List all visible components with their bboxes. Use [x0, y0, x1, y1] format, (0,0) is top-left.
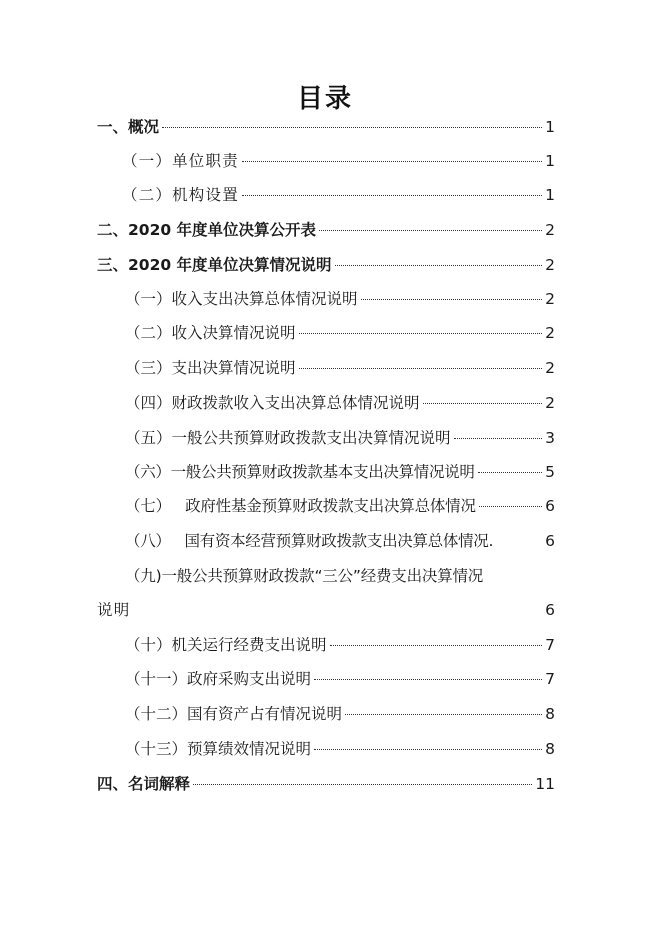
- toc-entry[interactable]: [125, 322, 555, 344]
- toc-title: 目录: [296, 84, 353, 114]
- toc-entry-page: 6: [545, 497, 555, 515]
- toc-entry-label: （九)一般公共预算财政拨款“三公”经费支出决算情况: [125, 567, 484, 585]
- toc-entry-page: 1: [545, 118, 555, 136]
- toc-entry-label: （十三）预算绩效情况说明: [125, 740, 312, 758]
- toc-entry-page: 11: [535, 775, 555, 793]
- toc-entry[interactable]: [97, 116, 555, 138]
- toc-dot-leader: [454, 438, 542, 439]
- toc-dot-leader: [479, 506, 542, 507]
- toc-dot-leader: [242, 161, 542, 162]
- toc-entry-label: （十一）政府采购支出说明: [125, 670, 312, 688]
- toc-entry-label: （一）收入支出决算总体情况说明: [125, 290, 358, 308]
- toc-dot-leader: [361, 299, 542, 300]
- toc-entry-page: 2: [545, 359, 555, 377]
- toc-entry-label: 三、2020 年度单位决算情况说明: [97, 256, 332, 274]
- toc-entry-wrapped-label[interactable]: [125, 565, 483, 587]
- toc-entry-page: 7: [545, 636, 555, 654]
- toc-entry-label: （十二）国有资产占有情况说明: [125, 705, 343, 723]
- toc-entry[interactable]: [97, 219, 555, 241]
- toc-dot-leader: [478, 472, 542, 473]
- toc-entry[interactable]: [125, 427, 555, 449]
- toc-entry-page: 2: [545, 324, 555, 342]
- toc-entry-label: （六）一般公共预算财政拨款基本支出决算情况说明: [125, 463, 475, 481]
- toc-entry-label: 二、2020 年度单位决算公开表: [97, 221, 317, 239]
- toc-entry[interactable]: [125, 668, 555, 690]
- toc-dot-leader: [319, 230, 542, 231]
- toc-dot-leader: [133, 610, 542, 611]
- toc-entry[interactable]: [125, 357, 555, 379]
- toc-entry-label: （二）收入决算情况说明: [125, 324, 296, 342]
- toc-entry-page: 3: [545, 429, 555, 447]
- toc-entry[interactable]: [125, 461, 555, 483]
- toc-entry-page: 2: [545, 290, 555, 308]
- toc-dot-leader: [162, 127, 542, 128]
- toc-entry[interactable]: [125, 392, 555, 414]
- toc-entry-page: 6: [545, 532, 555, 550]
- toc-dot-leader: [314, 749, 542, 750]
- toc-entry-page: 2: [545, 256, 555, 274]
- toc-entry[interactable]: [125, 703, 555, 725]
- toc-entry[interactable]: [125, 634, 555, 656]
- toc-entry-label: （一）单位职责: [122, 152, 239, 170]
- toc-dot-leader: [330, 645, 542, 646]
- toc-dot-leader: [242, 195, 542, 196]
- toc-dot-leader: [193, 784, 532, 785]
- toc-entry[interactable]: [125, 738, 555, 760]
- toc-dot-leader: [423, 403, 542, 404]
- toc-entry-label: （三）支出决算情况说明: [125, 359, 296, 377]
- toc-dot-leader: [496, 541, 542, 542]
- toc-entry-label: 一、概况: [97, 118, 160, 136]
- toc-entry-label: （五）一般公共预算财政拨款支出决算情况说明: [125, 429, 451, 447]
- toc-entry-label: （十）机关运行经费支出说明: [125, 636, 327, 654]
- toc-entry-page: 8: [545, 705, 555, 723]
- toc-entry[interactable]: [97, 773, 555, 795]
- toc-entry-label: 说明: [97, 601, 131, 619]
- toc-entry-label: 四、名词解释: [97, 775, 191, 793]
- toc-entry-label: （七） 政府性基金预算财政拨款支出决算总体情况: [125, 497, 476, 515]
- toc-entry[interactable]: [122, 184, 555, 206]
- toc-entry-page: 5: [545, 463, 555, 481]
- toc-dot-leader: [345, 714, 542, 715]
- toc-dot-leader: [314, 679, 542, 680]
- toc-entry-page: 2: [545, 221, 555, 239]
- toc-entry[interactable]: [97, 254, 555, 276]
- toc-entry-label: （四）财政拨款收入支出决算总体情况说明: [125, 394, 420, 412]
- toc-entry-page: 6: [545, 601, 555, 619]
- toc-entry[interactable]: [125, 530, 555, 552]
- toc-entry-page: 7: [545, 670, 555, 688]
- toc-entry[interactable]: [125, 288, 555, 310]
- toc-entry-label: （八） 国有资本经营预算财政拨款支出决算总体情况.: [125, 532, 494, 550]
- toc-dot-leader: [335, 265, 542, 266]
- toc-entry[interactable]: [125, 495, 555, 517]
- toc-entry[interactable]: [97, 599, 555, 621]
- toc-entry-page: 8: [545, 740, 555, 758]
- toc-dot-leader: [299, 368, 542, 369]
- toc-entry-page: 1: [545, 186, 555, 204]
- toc-entry-page: 2: [545, 394, 555, 412]
- toc-entry[interactable]: [122, 150, 555, 172]
- toc-entry-page: 1: [545, 152, 555, 170]
- toc-entry-label: （二）机构设置: [122, 186, 239, 204]
- toc-dot-leader: [299, 333, 542, 334]
